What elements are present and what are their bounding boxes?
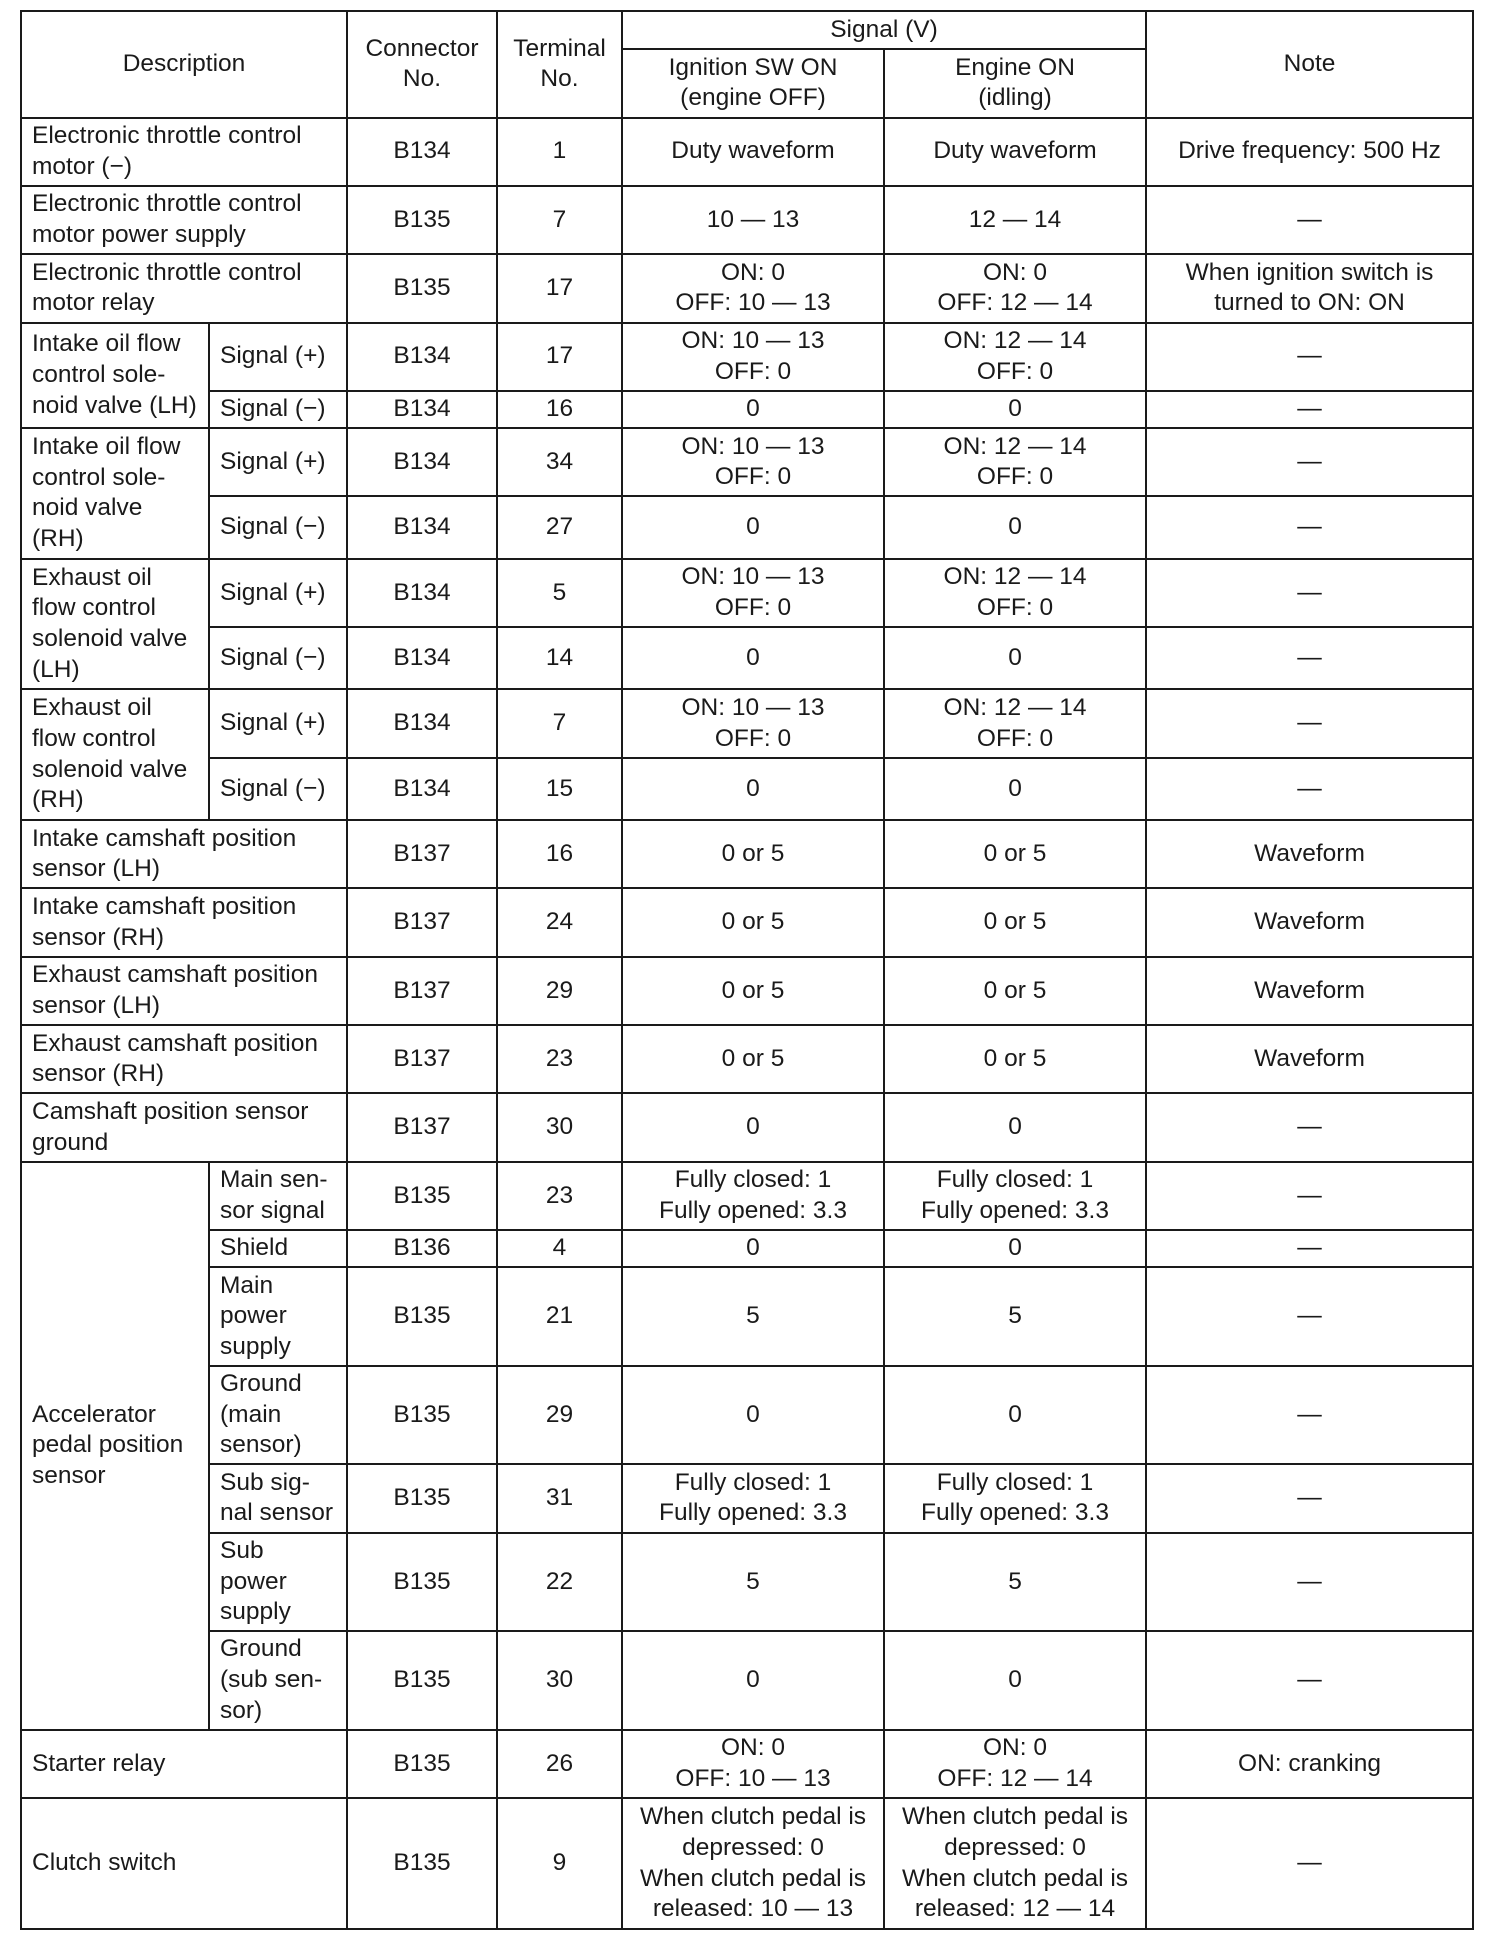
terminal-cell: 23 <box>497 1162 622 1230</box>
ignition-cell: ON: 10 — 13 OFF: 0 <box>622 323 884 391</box>
note-cell: When ignition switch is turned to ON: ON <box>1146 254 1473 322</box>
engine-cell: ON: 12 — 14 OFF: 0 <box>884 428 1146 496</box>
row-description: Clutch switch <box>21 1798 347 1929</box>
table-row <box>21 1366 1473 1465</box>
connector-cell: B135 <box>347 1533 497 1632</box>
ignition-cell: 0 or 5 <box>622 820 884 888</box>
table-row <box>21 391 1473 428</box>
note-cell: Waveform <box>1146 957 1473 1025</box>
terminal-cell: 23 <box>497 1025 622 1093</box>
header-connector: Connector No. <box>347 11 497 118</box>
terminal-cell: 27 <box>497 496 622 558</box>
sub-description: Signal (−) <box>209 391 347 428</box>
terminal-cell: 5 <box>497 559 622 627</box>
engine-cell: 5 <box>884 1267 1146 1366</box>
ignition-cell: 0 <box>622 627 884 689</box>
terminal-cell: 9 <box>497 1798 622 1929</box>
engine-cell: ON: 0 OFF: 12 — 14 <box>884 254 1146 322</box>
row-description: Starter relay <box>21 1730 347 1798</box>
connector-cell: B135 <box>347 1631 497 1730</box>
engine-cell: 0 or 5 <box>884 1025 1146 1093</box>
table-row <box>21 888 1473 956</box>
header-signal: Signal (V) <box>622 11 1146 49</box>
terminal-cell: 16 <box>497 391 622 428</box>
sub-description: Signal (−) <box>209 627 347 689</box>
note-cell: — <box>1146 428 1473 496</box>
table-row <box>21 957 1473 1025</box>
terminal-cell: 14 <box>497 627 622 689</box>
ignition-cell: Fully closed: 1 Fully opened: 3.3 <box>622 1464 884 1532</box>
note-cell: — <box>1146 323 1473 391</box>
connector-cell: B134 <box>347 118 497 186</box>
engine-cell: 5 <box>884 1533 1146 1632</box>
connector-cell: B134 <box>347 559 497 627</box>
sub-description: Signal (+) <box>209 323 347 391</box>
ignition-cell: Fully closed: 1 Fully opened: 3.3 <box>622 1162 884 1230</box>
ignition-cell: 10 — 13 <box>622 186 884 254</box>
terminal-cell: 1 <box>497 118 622 186</box>
sub-description: Signal (+) <box>209 559 347 627</box>
row-description: Camshaft position sensor ground <box>21 1093 347 1161</box>
engine-cell: 12 — 14 <box>884 186 1146 254</box>
sub-description: Ground (main sensor) <box>209 1366 347 1465</box>
engine-cell: 0 or 5 <box>884 820 1146 888</box>
ignition-cell: When clutch pedal is depressed: 0 When clutch pedal is released: 10 — 13 <box>622 1798 884 1929</box>
group-description: Accelerator pedal position sensor <box>21 1162 209 1730</box>
connector-cell: B135 <box>347 1730 497 1798</box>
terminal-cell: 4 <box>497 1230 622 1267</box>
table-row <box>21 1025 1473 1093</box>
connector-cell: B135 <box>347 254 497 322</box>
engine-cell: 0 <box>884 1230 1146 1267</box>
terminal-cell: 16 <box>497 820 622 888</box>
row-description: Intake camshaft position sensor (LH) <box>21 820 347 888</box>
note-cell: — <box>1146 1798 1473 1929</box>
ignition-cell: Duty waveform <box>622 118 884 186</box>
table-row <box>21 1230 1473 1267</box>
connector-cell: B134 <box>347 496 497 558</box>
engine-cell: 0 <box>884 1631 1146 1730</box>
connector-cell: B135 <box>347 186 497 254</box>
note-cell: — <box>1146 1267 1473 1366</box>
ignition-cell: 0 <box>622 1366 884 1465</box>
connector-cell: B137 <box>347 820 497 888</box>
connector-cell: B135 <box>347 1162 497 1230</box>
connector-cell: B135 <box>347 1798 497 1929</box>
connector-cell: B137 <box>347 957 497 1025</box>
connector-cell: B134 <box>347 428 497 496</box>
engine-cell: When clutch pedal is depressed: 0 When clutch pedal is released: 12 — 14 <box>884 1798 1146 1929</box>
note-cell: Waveform <box>1146 820 1473 888</box>
engine-cell: ON: 12 — 14 OFF: 0 <box>884 559 1146 627</box>
note-cell: — <box>1146 391 1473 428</box>
row-description: Electronic throttle control motor relay <box>21 254 347 322</box>
header-engine: Engine ON (idling) <box>884 49 1146 117</box>
row-description: Electronic throttle control motor power supply <box>21 186 347 254</box>
engine-cell: Duty waveform <box>884 118 1146 186</box>
ignition-cell: 0 or 5 <box>622 888 884 956</box>
note-cell: — <box>1146 689 1473 757</box>
row-description: Exhaust camshaft position sensor (RH) <box>21 1025 347 1093</box>
connector-cell: B134 <box>347 323 497 391</box>
note-cell: — <box>1146 1162 1473 1230</box>
connector-cell: B135 <box>347 1366 497 1465</box>
engine-cell: 0 <box>884 1093 1146 1161</box>
table-row <box>21 1267 1473 1366</box>
connector-cell: B135 <box>347 1464 497 1532</box>
ignition-cell: 0 <box>622 496 884 558</box>
table-row <box>21 1798 1473 1929</box>
engine-cell: 0 or 5 <box>884 888 1146 956</box>
terminal-cell: 17 <box>497 254 622 322</box>
ignition-cell: ON: 10 — 13 OFF: 0 <box>622 428 884 496</box>
engine-cell: 0 <box>884 496 1146 558</box>
connector-cell: B135 <box>347 1267 497 1366</box>
sub-description: Main power supply <box>209 1267 347 1366</box>
row-description: Electronic throttle control motor (−) <box>21 118 347 186</box>
group-description: Intake oil flow control sole- noid valve (RH) <box>21 428 209 559</box>
row-description: Intake camshaft position sensor (RH) <box>21 888 347 956</box>
note-cell: Waveform <box>1146 1025 1473 1093</box>
table-row <box>21 1464 1473 1532</box>
note-cell: — <box>1146 1093 1473 1161</box>
table-row <box>21 1093 1473 1161</box>
engine-cell: Fully closed: 1 Fully opened: 3.3 <box>884 1162 1146 1230</box>
sub-description: Sub power supply <box>209 1533 347 1632</box>
connector-cell: B134 <box>347 391 497 428</box>
terminal-cell: 34 <box>497 428 622 496</box>
ignition-cell: 0 <box>622 1631 884 1730</box>
table-row <box>21 323 1473 391</box>
terminal-cell: 7 <box>497 186 622 254</box>
table-row <box>21 820 1473 888</box>
sub-description: Signal (+) <box>209 428 347 496</box>
connector-cell: B137 <box>347 888 497 956</box>
table-row <box>21 496 1473 558</box>
engine-cell: Fully closed: 1 Fully opened: 3.3 <box>884 1464 1146 1532</box>
note-cell: — <box>1146 559 1473 627</box>
table-row <box>21 1162 1473 1230</box>
ignition-cell: 0 <box>622 1230 884 1267</box>
table-row <box>21 758 1473 820</box>
engine-cell: ON: 12 — 14 OFF: 0 <box>884 323 1146 391</box>
ignition-cell: ON: 10 — 13 OFF: 0 <box>622 559 884 627</box>
engine-cell: ON: 12 — 14 OFF: 0 <box>884 689 1146 757</box>
table-row <box>21 186 1473 254</box>
note-cell: — <box>1146 1631 1473 1730</box>
connector-cell: B134 <box>347 627 497 689</box>
terminal-cell: 30 <box>497 1631 622 1730</box>
terminal-cell: 7 <box>497 689 622 757</box>
engine-cell: 0 <box>884 758 1146 820</box>
terminal-cell: 29 <box>497 1366 622 1465</box>
terminal-cell: 30 <box>497 1093 622 1161</box>
sub-description: Ground (sub sen- sor) <box>209 1631 347 1730</box>
connector-cell: B136 <box>347 1230 497 1267</box>
terminal-cell: 24 <box>497 888 622 956</box>
terminal-cell: 29 <box>497 957 622 1025</box>
sub-description: Signal (−) <box>209 496 347 558</box>
note-cell: — <box>1146 1366 1473 1465</box>
table-row <box>21 559 1473 627</box>
header-terminal: Terminal No. <box>497 11 622 118</box>
group-description: Exhaust oil flow control solenoid valve (LH) <box>21 559 209 690</box>
note-cell: Waveform <box>1146 888 1473 956</box>
ignition-cell: ON: 0 OFF: 10 — 13 <box>622 1730 884 1798</box>
terminal-cell: 26 <box>497 1730 622 1798</box>
terminal-cell: 15 <box>497 758 622 820</box>
terminal-cell: 31 <box>497 1464 622 1532</box>
engine-cell: 0 <box>884 627 1146 689</box>
ignition-cell: 5 <box>622 1267 884 1366</box>
connector-cell: B134 <box>347 758 497 820</box>
sub-description: Main sen- sor signal <box>209 1162 347 1230</box>
header-note: Note <box>1146 11 1473 118</box>
table-row <box>21 118 1473 186</box>
table-row <box>21 689 1473 757</box>
engine-cell: 0 or 5 <box>884 957 1146 1025</box>
group-description: Intake oil flow control sole- noid valve (LH) <box>21 323 209 429</box>
sub-description: Shield <box>209 1230 347 1267</box>
group-description: Exhaust oil flow control solenoid valve (RH) <box>21 689 209 820</box>
ignition-cell: 0 <box>622 391 884 428</box>
sub-description: Sub sig- nal sensor <box>209 1464 347 1532</box>
connector-cell: B134 <box>347 689 497 757</box>
ignition-cell: 5 <box>622 1533 884 1632</box>
table-row <box>21 627 1473 689</box>
ignition-cell: 0 or 5 <box>622 1025 884 1093</box>
note-cell: — <box>1146 1230 1473 1267</box>
connector-cell: B137 <box>347 1025 497 1093</box>
sub-description: Signal (+) <box>209 689 347 757</box>
note-cell: Drive frequency: 500 Hz <box>1146 118 1473 186</box>
table-row <box>21 254 1473 322</box>
note-cell: — <box>1146 186 1473 254</box>
header-ignition: Ignition SW ON (engine OFF) <box>622 49 884 117</box>
note-cell: — <box>1146 627 1473 689</box>
table-row <box>21 1631 1473 1730</box>
terminal-signal-table <box>20 10 1474 1930</box>
ignition-cell: 0 <box>622 1093 884 1161</box>
ignition-cell: 0 or 5 <box>622 957 884 1025</box>
header-description: Description <box>21 11 347 118</box>
row-description: Exhaust camshaft position sensor (LH) <box>21 957 347 1025</box>
note-cell: — <box>1146 496 1473 558</box>
engine-cell: 0 <box>884 1366 1146 1465</box>
table-row <box>21 428 1473 496</box>
terminal-cell: 22 <box>497 1533 622 1632</box>
ignition-cell: ON: 0 OFF: 10 — 13 <box>622 254 884 322</box>
engine-cell: ON: 0 OFF: 12 — 14 <box>884 1730 1146 1798</box>
ignition-cell: 0 <box>622 758 884 820</box>
table-row <box>21 1533 1473 1632</box>
terminal-cell: 17 <box>497 323 622 391</box>
header-row-1 <box>21 11 1473 49</box>
ignition-cell: ON: 10 — 13 OFF: 0 <box>622 689 884 757</box>
terminal-cell: 21 <box>497 1267 622 1366</box>
table-row <box>21 1730 1473 1798</box>
engine-cell: 0 <box>884 391 1146 428</box>
note-cell: — <box>1146 1533 1473 1632</box>
note-cell: — <box>1146 758 1473 820</box>
connector-cell: B137 <box>347 1093 497 1161</box>
note-cell: — <box>1146 1464 1473 1532</box>
sub-description: Signal (−) <box>209 758 347 820</box>
note-cell: ON: cranking <box>1146 1730 1473 1798</box>
